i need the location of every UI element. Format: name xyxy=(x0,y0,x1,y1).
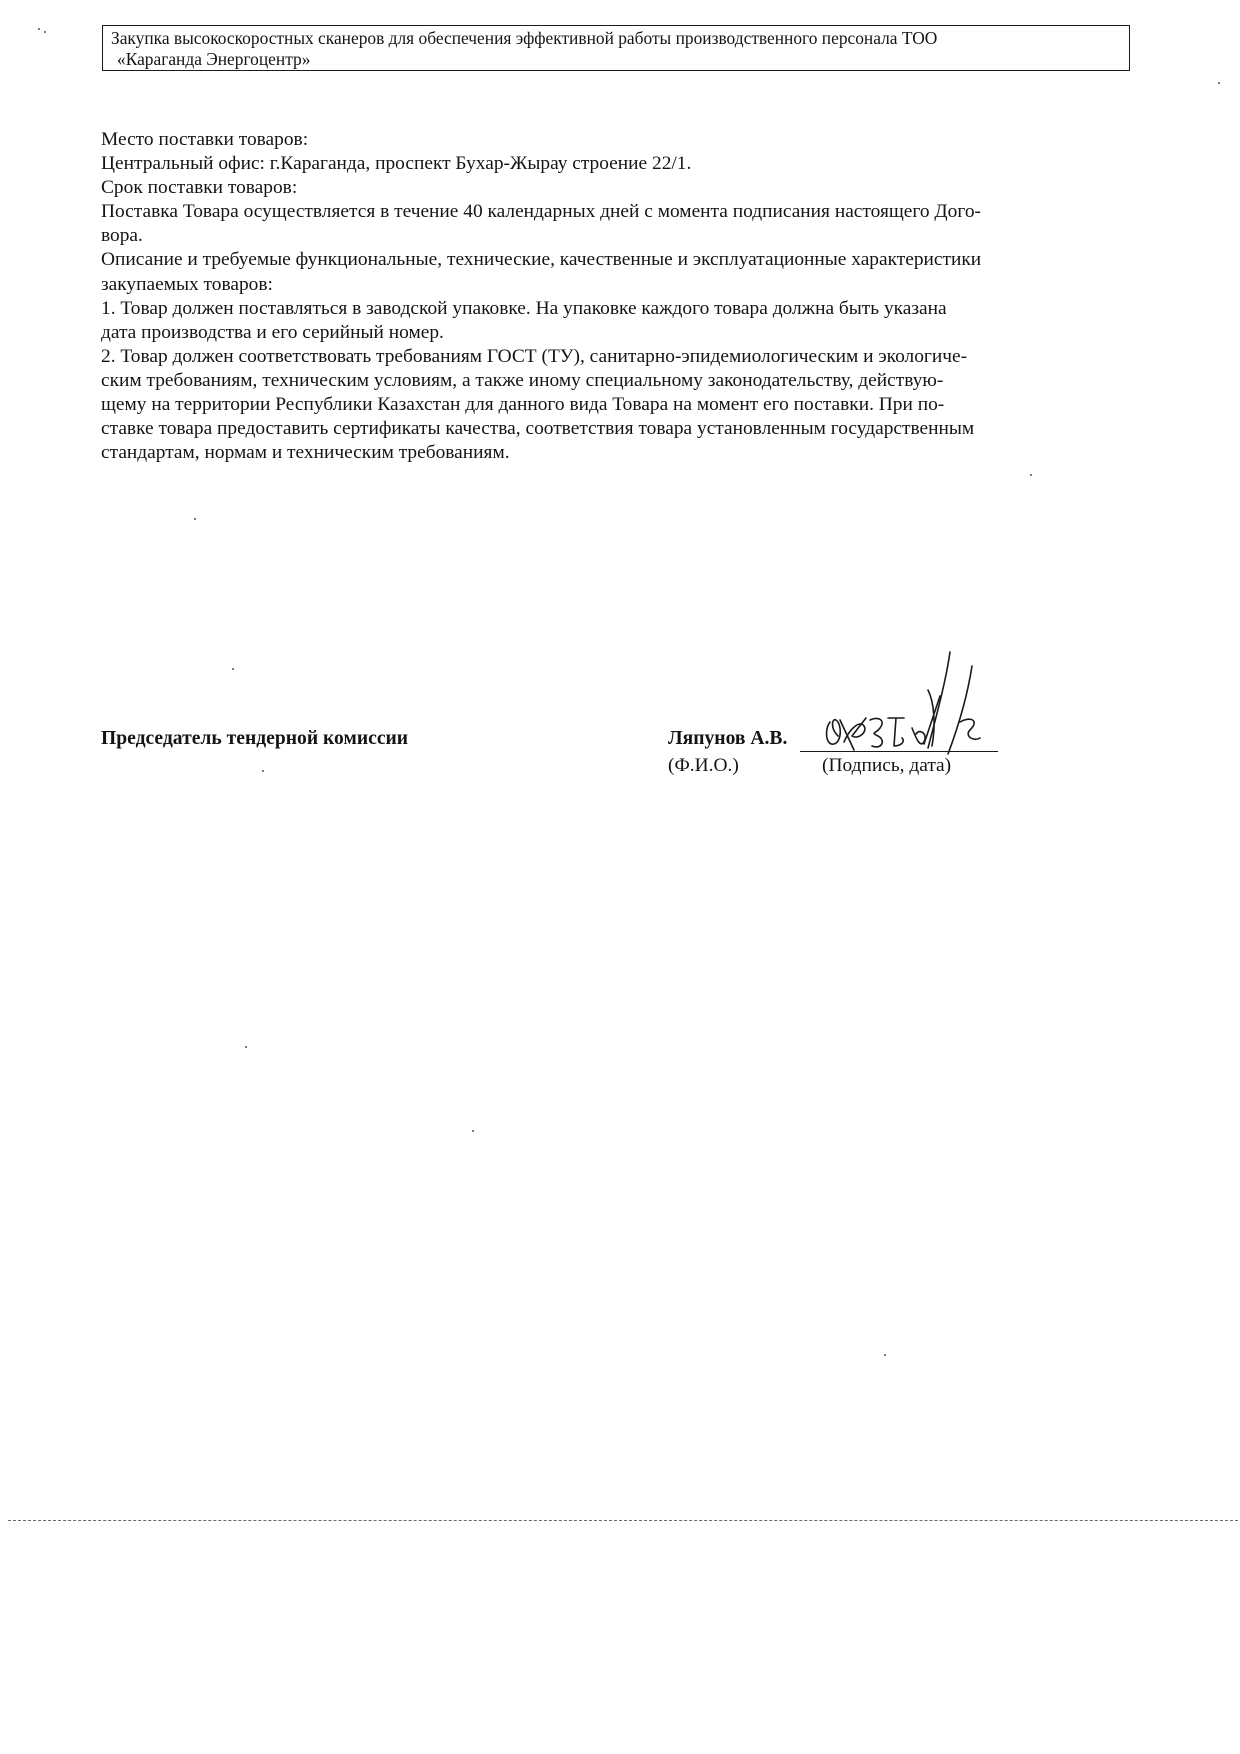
requirement-1-line-2: дата производства и его серийный номер. xyxy=(101,321,444,343)
scan-speck xyxy=(38,28,40,30)
procurement-title-box xyxy=(102,25,1130,71)
specification-heading-2: закупаемых товаров: xyxy=(101,273,273,295)
scan-speck xyxy=(245,1046,247,1048)
delivery-place-heading: Место поставки товаров: xyxy=(101,129,309,150)
delivery-place-address: Центральный офис: г.Караганда, проспект Бухар-Жырау строение 22/1. xyxy=(101,153,692,175)
signature-line xyxy=(800,751,998,752)
page-bottom-rule xyxy=(8,1520,1238,1521)
requirement-2-line-4: ставке товара предоставить сертификаты качества, соответствия товара установленным государственным xyxy=(101,418,975,440)
delivery-term-heading: Срок поставки товаров: xyxy=(101,177,298,199)
scan-speck xyxy=(44,31,46,33)
signer-name: Ляпунов А.В. xyxy=(668,728,788,749)
chairman-role-label: Председатель тендерной комиссии xyxy=(101,728,409,749)
scan-speck xyxy=(884,1354,886,1356)
delivery-term-text-1: Поставка Товара осуществляется в течение 40 календарных дней с момента подписания настоящего Дого- xyxy=(101,201,981,223)
delivery-terms-text xyxy=(101,128,1131,465)
delivery-term-text-2: вора. xyxy=(101,225,143,247)
name-caption: (Ф.И.О.) xyxy=(668,755,739,776)
procurement-title-line-2: «Караганда Энергоцентр» xyxy=(117,48,311,69)
procurement-title-line-1: Закупка высокоскоростных сканеров для обеспечения эффективной работы производственного персонала ТОО xyxy=(111,28,938,48)
scan-speck xyxy=(262,770,264,772)
scan-speck xyxy=(232,668,234,670)
scan-speck xyxy=(194,518,196,520)
scan-speck xyxy=(472,1130,474,1132)
requirement-2-line-1: 2. Товар должен соответствовать требованиям ГОСТ (ТУ), санитарно-эпидемиологическим и экологиче- xyxy=(101,345,968,367)
handwritten-signature xyxy=(820,650,1010,760)
requirement-2-line-2: ским требованиям, техническим условиям, а также иному специальному законодательству, действую- xyxy=(101,369,944,391)
requirement-2-line-3: щему на территории Республики Казахстан для данного вида Товара на момент его поставки. При по- xyxy=(101,394,945,416)
requirement-1-line-1: 1. Товар должен поставляться в заводской упаковке. На упаковке каждого товара должна быть указана xyxy=(101,297,947,319)
requirement-2-line-5: стандартам, нормам и техническим требованиям. xyxy=(101,442,510,464)
scan-speck xyxy=(1030,474,1032,476)
scan-speck xyxy=(1218,82,1220,84)
specification-heading-1: Описание и требуемые функциональные, технические, качественные и эксплуатационные характеристики xyxy=(101,249,982,271)
signature-caption: (Подпись, дата) xyxy=(822,755,952,776)
